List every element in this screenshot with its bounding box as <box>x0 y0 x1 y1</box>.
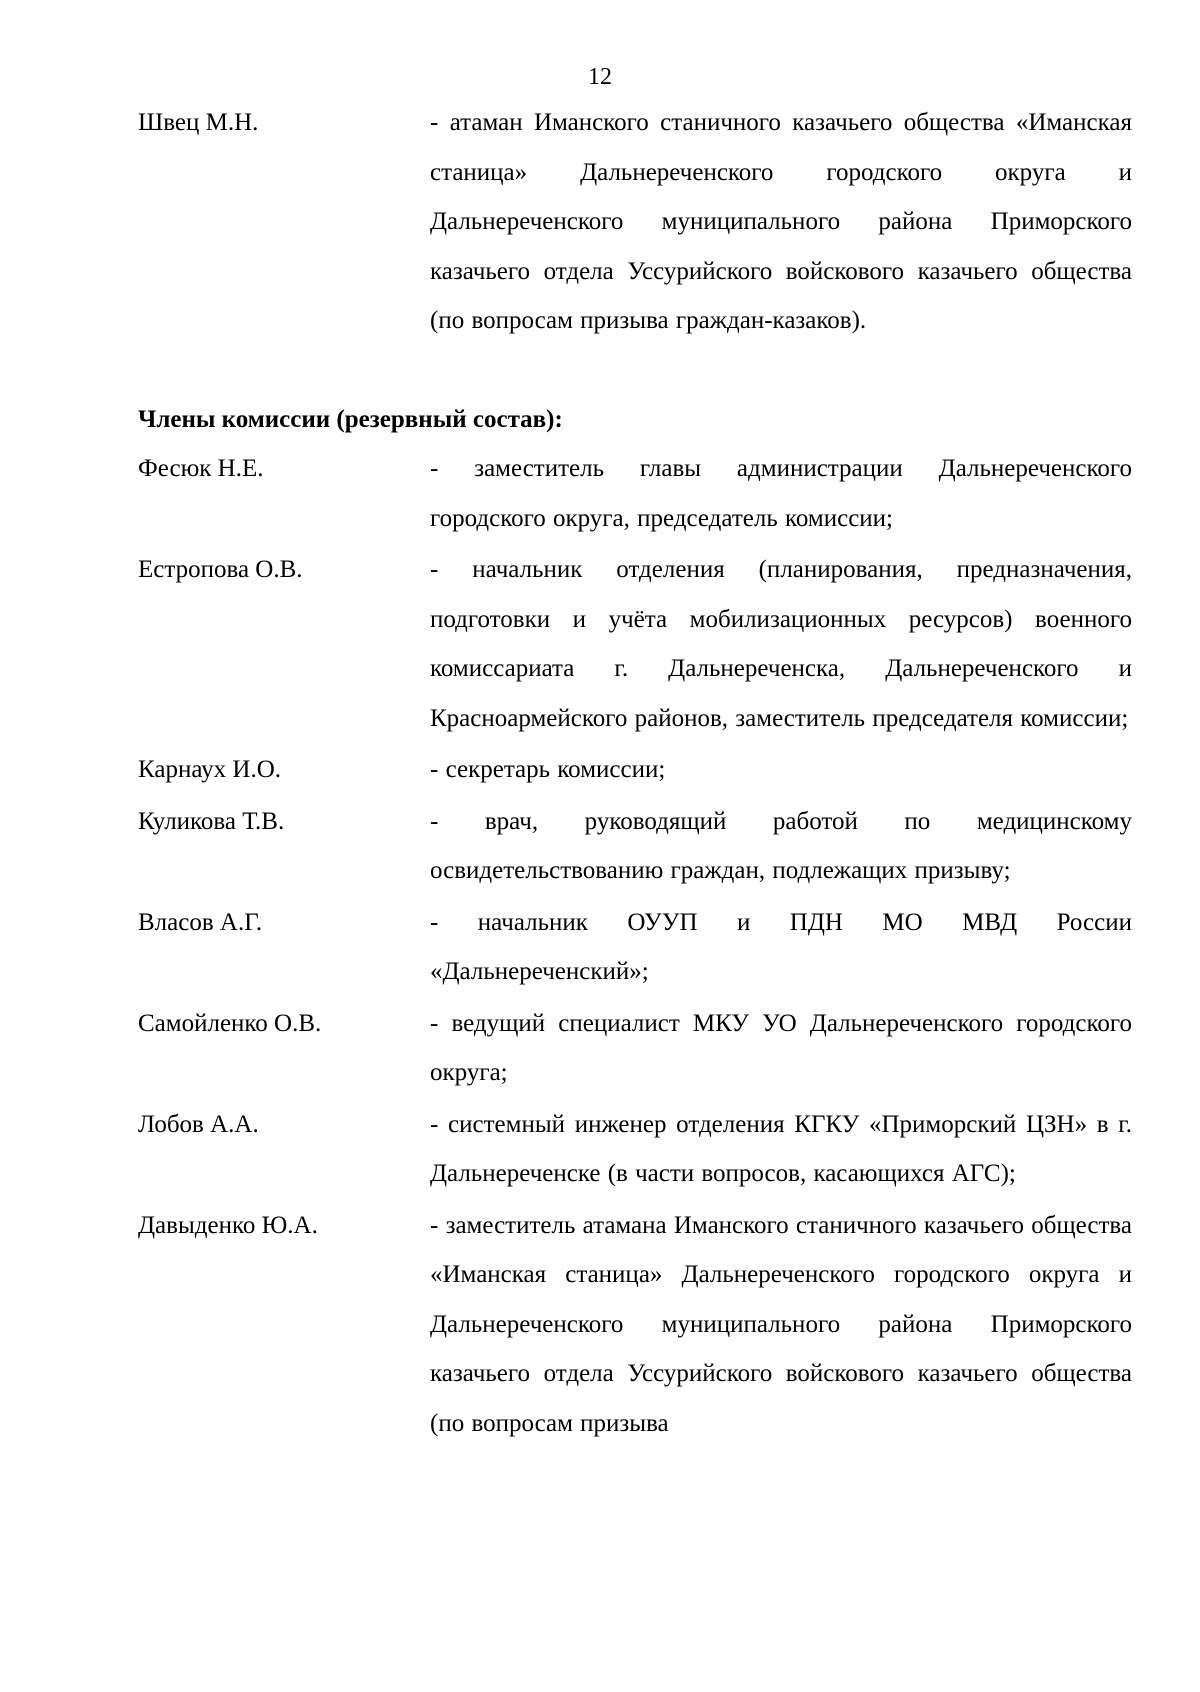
page-number: 12 <box>588 64 612 90</box>
member-name: Фесюк Н.Е. <box>138 455 264 482</box>
member-role: - секретарь комиссии; <box>430 756 666 783</box>
member-name: Естропова О.В. <box>138 556 303 583</box>
commission-entry <box>138 797 1132 896</box>
commission-entry-top <box>138 98 1132 346</box>
member-role: - атаман Иманского станичного казачьего общества «Иманская станица» Дальнереченского городского округа и Дальнереченского муниципального района Приморского казачьего отдела Уссурийского войскового казачьего общества (по вопросам призыва граждан-казаков). <box>430 109 1132 334</box>
member-role: - начальник ОУУП и ПДН МО МВД России «Дальнереченский»; <box>430 908 1132 985</box>
member-role: - заместитель атамана Иманского станичного казачьего общества «Иманская станица» Дальнереченского городского округа и Дальнереченского муниципального района Приморского казачьего отдела Уссурийского войскового казачьего общества (по вопросам призыва <box>430 1211 1132 1437</box>
member-name: Давыденко Ю.А. <box>138 1211 318 1239</box>
commission-entry <box>138 999 1132 1098</box>
section-heading: Члены комиссии (резервный состав): <box>138 405 563 433</box>
document-body <box>138 98 1132 1450</box>
member-role: - врач, руководящий работой по медицинскому освидетельствованию граждан, подлежащих призыву; <box>430 807 1132 884</box>
member-role: - ведущий специалист МКУ УО Дальнереченского городского округа; <box>430 1009 1132 1086</box>
member-name: Карнаух И.О. <box>138 756 282 783</box>
member-role: - системный инженер отделения КГКУ «Приморский ЦЗН» в г. Дальнереченске (в части вопросов, касающихся АГС); <box>430 1110 1132 1187</box>
member-name: Куликова Т.В. <box>138 807 285 835</box>
commission-entry <box>138 745 1132 795</box>
member-name: Власов А.Г. <box>138 908 263 936</box>
member-name: Самойленко О.В. <box>138 1009 322 1037</box>
commission-entry <box>138 545 1132 743</box>
member-name: Лобов А.А. <box>138 1110 259 1138</box>
commission-entry <box>138 898 1132 997</box>
member-name: Швец М.Н. <box>138 109 259 136</box>
member-role: - начальник отделения (планирования, предназначения, подготовки и учёта мобилизационных ресурсов) военного комиссариата г. Дальнереченска, Дальнереченского и Красноармейского районов, заместитель председателя комиссии; <box>430 556 1132 732</box>
commission-entry <box>138 1100 1132 1199</box>
commission-entry <box>138 444 1132 543</box>
member-role: - заместитель главы администрации Дальнереченского городского округа, председатель комиссии; <box>430 455 1132 532</box>
commission-entry <box>138 1201 1132 1449</box>
